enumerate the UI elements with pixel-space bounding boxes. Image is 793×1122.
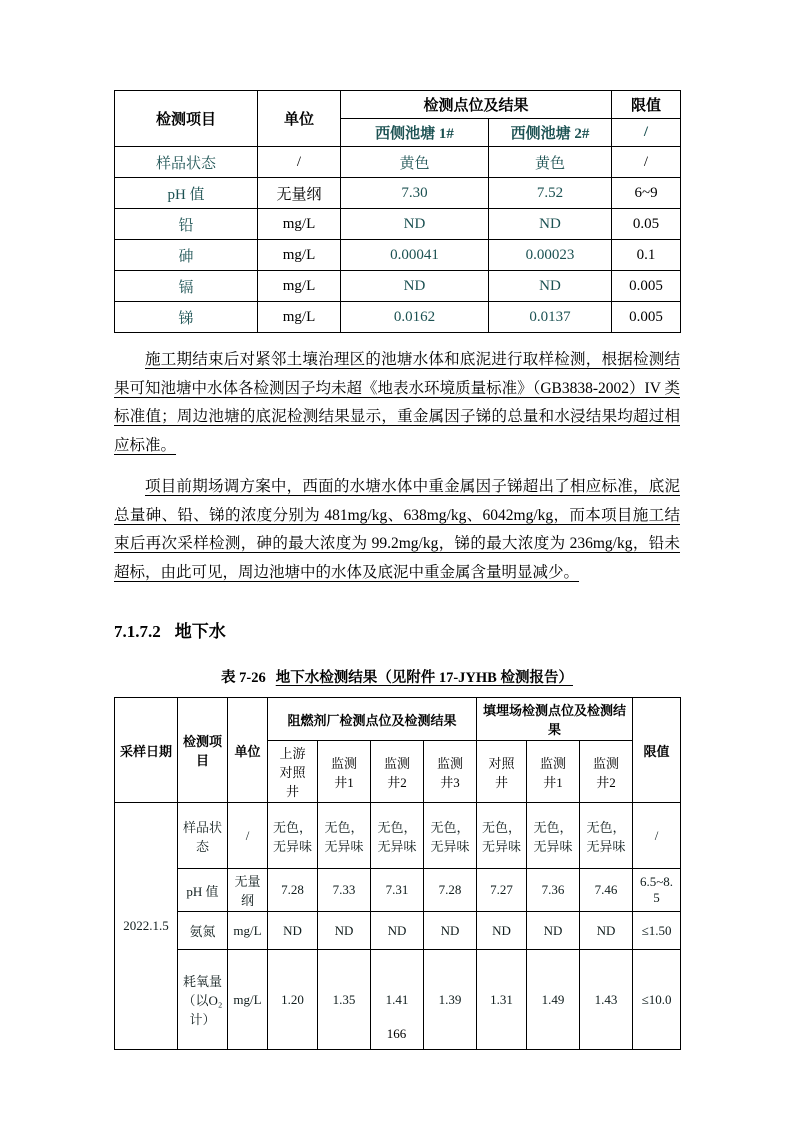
cell-value: 无色，无异味 — [527, 803, 580, 869]
cell-limit: / — [612, 147, 681, 178]
group-header-plant: 阻燃剂厂检测点位及检测结果 — [268, 698, 477, 741]
surface-water-results-table — [114, 90, 681, 333]
cell-limit: 0.005 — [612, 302, 681, 333]
cell-value: 无色，无异味 — [371, 803, 424, 869]
cell-unit: mg/L — [228, 950, 268, 1050]
table-row — [115, 178, 681, 209]
cell-value: ND — [580, 912, 633, 950]
col-header-limit: 限值 — [633, 698, 681, 803]
col-header-points: 检测点位及结果 — [341, 91, 612, 119]
cell-value: 7.33 — [318, 869, 371, 912]
cell-unit: mg/L — [258, 271, 341, 302]
cell-value: 无色，无异味 — [318, 803, 371, 869]
body-paragraph-2: 项目前期场调方案中，西面的水塘水体中重金属因子锑超出了相应标准，底泥总量砷、铅、锑的浓度分别为 481mg/kg、638mg/kg、6042mg/kg，而本项目施工结束后再次采样检测，砷的最大浓度为 99.2mg/kg，锑的最大浓度为 236mg/kg，铅未超标，由此可见，周边池塘中的水体及底泥中重金属含量明显减少。 — [114, 478, 680, 581]
section-heading — [114, 617, 680, 642]
table-row — [115, 209, 681, 240]
table-row — [115, 869, 681, 912]
cell-pond1: 0.0162 — [341, 302, 489, 333]
cell-unit: mg/L — [258, 209, 341, 240]
cell-item: 锑 — [115, 302, 258, 333]
cell-pond2: 0.0137 — [489, 302, 612, 333]
cell-value: ND — [268, 912, 318, 950]
cell-unit: mg/L — [228, 912, 268, 950]
cell-pond2: 黄色 — [489, 147, 612, 178]
section-title: 地下水 — [174, 622, 226, 641]
table-row — [115, 912, 681, 950]
cell-limit: 0.05 — [612, 209, 681, 240]
cell-value: 7.28 — [268, 869, 318, 912]
cell-unit: mg/L — [258, 302, 341, 333]
well-header: 监测井2 — [371, 741, 424, 803]
cell-value: 7.27 — [477, 869, 527, 912]
col-header-unit: 单位 — [228, 698, 268, 803]
caption-text: 地下水检测结果（见附件 17-JYHB 检测报告） — [275, 670, 573, 686]
cell-item: 氨氮 — [178, 912, 228, 950]
cell-item: 砷 — [115, 240, 258, 271]
cell-pond1: 黄色 — [341, 147, 489, 178]
group-header-landfill: 填埋场检测点位及检测结果 — [477, 698, 633, 741]
cell-limit: 0.005 — [612, 271, 681, 302]
cell-item: 样品状态 — [178, 803, 228, 869]
groundwater-results-table — [114, 697, 681, 1050]
cell-item: 镉 — [115, 271, 258, 302]
subheader-pond2: 西侧池塘 2# — [489, 119, 612, 147]
cell-value: 无色，无异味 — [477, 803, 527, 869]
cell-item: 耗氧量（以O₂计） — [178, 950, 228, 1050]
well-header: 对照井 — [477, 741, 527, 803]
cell-limit: 6~9 — [612, 178, 681, 209]
col-header-unit: 单位 — [258, 91, 341, 147]
well-header: 监测井3 — [424, 741, 477, 803]
col-header-item: 检测项目 — [115, 91, 258, 147]
cell-value: 1.41 — [371, 950, 424, 1050]
cell-limit: 6.5~8.5 — [633, 869, 681, 912]
cell-item: 铅 — [115, 209, 258, 240]
cell-unit: 无量纲 — [258, 178, 341, 209]
cell-value: 无色，无异味 — [424, 803, 477, 869]
table-header-row — [115, 91, 681, 119]
cell-item: 样品状态 — [115, 147, 258, 178]
cell-item: pH 值 — [178, 869, 228, 912]
cell-value: 1.35 — [318, 950, 371, 1050]
col-header-item: 检测项目 — [178, 698, 228, 803]
table-row — [115, 240, 681, 271]
table-row — [115, 302, 681, 333]
cell-pond1: 7.30 — [341, 178, 489, 209]
cell-unit: mg/L — [258, 240, 341, 271]
cell-pond2: ND — [489, 271, 612, 302]
subheader-limit: / — [612, 119, 681, 147]
cell-limit: ≤10.0 — [633, 950, 681, 1050]
cell-item: pH 值 — [115, 178, 258, 209]
col-header-limit: 限值 — [612, 91, 681, 119]
cell-value: ND — [477, 912, 527, 950]
cell-value: 1.49 — [527, 950, 580, 1050]
cell-value: 7.36 — [527, 869, 580, 912]
cell-limit: 0.1 — [612, 240, 681, 271]
page-number: 166 — [386, 1026, 407, 1041]
body-paragraph-1: 施工期结束后对紧邻土壤治理区的池塘水体和底泥进行取样检测，根据检测结果可知池塘中水体各检测因子均未超《地表水环境质量标准》（GB3838-2002）IV 类标准值；周边池塘的底泥检测结果显示，重金属因子锑的总量和水浸结果均超过相应标准。 — [114, 351, 680, 454]
table-row — [115, 271, 681, 302]
caption-prefix: 表 7-26 — [221, 670, 266, 686]
cell-limit: / — [633, 803, 681, 869]
cell-pond2: 7.52 — [489, 178, 612, 209]
table-caption — [114, 666, 680, 687]
cell-value: 1.31 — [477, 950, 527, 1050]
cell-unit: 无量纲 — [228, 869, 268, 912]
table-header-row — [115, 698, 681, 741]
col-header-date: 采样日期 — [115, 698, 178, 803]
well-header: 上游对照井 — [268, 741, 318, 803]
cell-pond1: ND — [341, 271, 489, 302]
well-header: 监测井1 — [318, 741, 371, 803]
cell-value: 7.28 — [424, 869, 477, 912]
table-row — [115, 147, 681, 178]
cell-limit: ≤1.50 — [633, 912, 681, 950]
well-header: 监测井2 — [580, 741, 633, 803]
cell-value: 1.43 — [580, 950, 633, 1050]
cell-unit: / — [228, 803, 268, 869]
cell-value: ND — [424, 912, 477, 950]
cell-value: 1.39 — [424, 950, 477, 1050]
cell-pond2: 0.00023 — [489, 240, 612, 271]
page-content — [114, 90, 680, 1050]
cell-value: 7.46 — [580, 869, 633, 912]
well-header: 监测井1 — [527, 741, 580, 803]
cell-value: 无色，无异味 — [580, 803, 633, 869]
cell-pond1: 0.00041 — [341, 240, 489, 271]
table-row — [115, 803, 681, 869]
cell-value: ND — [318, 912, 371, 950]
section-number: 7.1.7.2 — [114, 622, 161, 641]
cell-value: ND — [371, 912, 424, 950]
cell-value: 7.31 — [371, 869, 424, 912]
cell-value: ND — [527, 912, 580, 950]
cell-value: 1.20 — [268, 950, 318, 1050]
cell-unit: / — [258, 147, 341, 178]
cell-pond2: ND — [489, 209, 612, 240]
cell-value: 无色，无异味 — [268, 803, 318, 869]
subheader-pond1: 西侧池塘 1# — [341, 119, 489, 147]
cell-pond1: ND — [341, 209, 489, 240]
cell-sample-date: 2022.1.5 — [115, 803, 178, 1050]
